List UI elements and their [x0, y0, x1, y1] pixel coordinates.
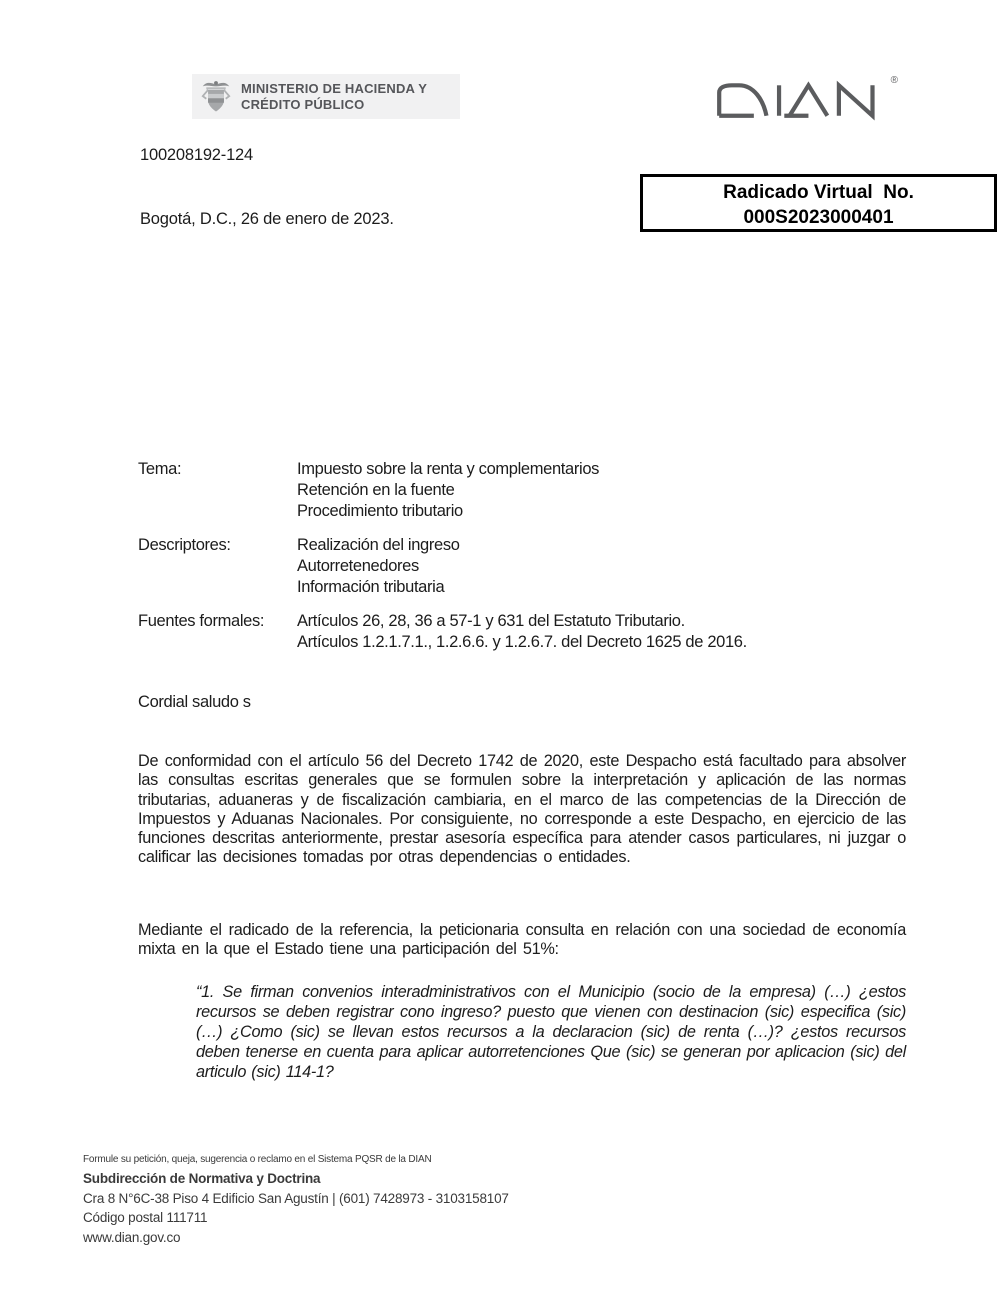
meta-value: Artículos 26, 28, 36 a 57-1 y 631 del Estatuto Tributario. — [297, 612, 685, 630]
ministry-logo-block — [192, 74, 460, 119]
meta-value: Retención en la fuente — [297, 481, 455, 499]
body-paragraph-1: De conformidad con el artículo 56 del Decreto 1742 de 2020, este Despacho está facultado para absolver las consultas escritas generales que se formulen sobre la interpretación y aplicación de las normas tributarias, aduaneras y de fiscalización cambiaria, en el marco de las competencias de la Dirección de Impuestos y Aduanas Nacionales. Por consiguiente, no corresponde a este Despacho, en ejercicio de las funciones descritas anteriormente, prestar asesoría específica para atender casos particulares, ni juzgar o calificar las decisiones tomadas por otras dependencias o entidades. — [138, 752, 906, 867]
body-paragraph-2: Mediante el radicado de la referencia, la peticionaria consulta en relación con una sociedad de economía mixta en la que el Estado tiene una participación del 51%: — [138, 921, 906, 959]
salutation: Cordial saludo s — [138, 693, 251, 711]
city-date-line: Bogotá, D.C., 26 de enero de 2023. — [140, 210, 394, 228]
meta-value: Procedimiento tributario — [297, 502, 463, 520]
radicado-virtual-box — [640, 174, 997, 232]
reference-number: 100208192-124 — [140, 146, 254, 164]
footer-unit-name: Subdirección de Normativa y Doctrina — [83, 1171, 321, 1186]
ministry-name-line2: CRÉDITO PÚBLICO — [241, 96, 365, 112]
dian-logo — [713, 75, 898, 121]
meta-row-descriptores — [138, 535, 906, 598]
quoted-consultation: “1. Se firman convenios interadministrativos con el Municipio (socio de la empresa) (…) ¿estos recursos se deben registrar cono ingreso? puesto que vienen con destinacion (sic) especifica (sic) (…) ¿Como (sic) se llevan estos recursos a la declaracion (sic) de renta (…)? ¿estos recursos deben tenerse en cuenta para aplicar autorretenciones Que (sic) se generan por aplicacion (sic) del articulo (sic) 114-1? — [196, 983, 906, 1081]
meta-row-tema — [138, 459, 906, 522]
footer-postal-code: Código postal 111711 — [83, 1210, 208, 1225]
meta-label: Fuentes formales: — [138, 612, 265, 630]
radicado-number: 000S2023000401 — [743, 207, 894, 228]
meta-value: Información tributaria — [297, 578, 445, 596]
meta-value: Impuesto sobre la renta y complementarios — [297, 460, 600, 478]
meta-label: Descriptores: — [138, 536, 231, 554]
ministry-name-line1: MINISTERIO DE HACIENDA Y — [241, 81, 428, 96]
dian-wordmark-icon — [713, 79, 885, 121]
meta-value: Artículos 1.2.1.7.1., 1.2.6.6. y 1.2.6.7. del Decreto 1625 de 2016. — [297, 633, 747, 651]
metadata-table — [138, 459, 906, 666]
footer — [83, 1152, 509, 1247]
footer-address: Cra 8 N°6C-38 Piso 4 Edificio San Agustín | (601) 7428973 - 3103158107 — [83, 1190, 509, 1206]
meta-row-fuentes-formales — [138, 611, 906, 653]
meta-value: Autorretenedores — [297, 557, 419, 575]
footer-website: www.dian.gov.co — [83, 1229, 181, 1245]
colombia-coat-of-arms-icon — [201, 78, 231, 116]
footer-pqsr-line: Formule su petición, queja, sugerencia o reclamo en el Sistema PQSR de la DIAN — [83, 1154, 432, 1165]
meta-value: Realización del ingreso — [297, 536, 460, 554]
radicado-title: Radicado Virtual No. — [723, 182, 914, 203]
meta-label: Tema: — [138, 460, 182, 478]
registered-trademark-icon: ® — [890, 75, 898, 86]
